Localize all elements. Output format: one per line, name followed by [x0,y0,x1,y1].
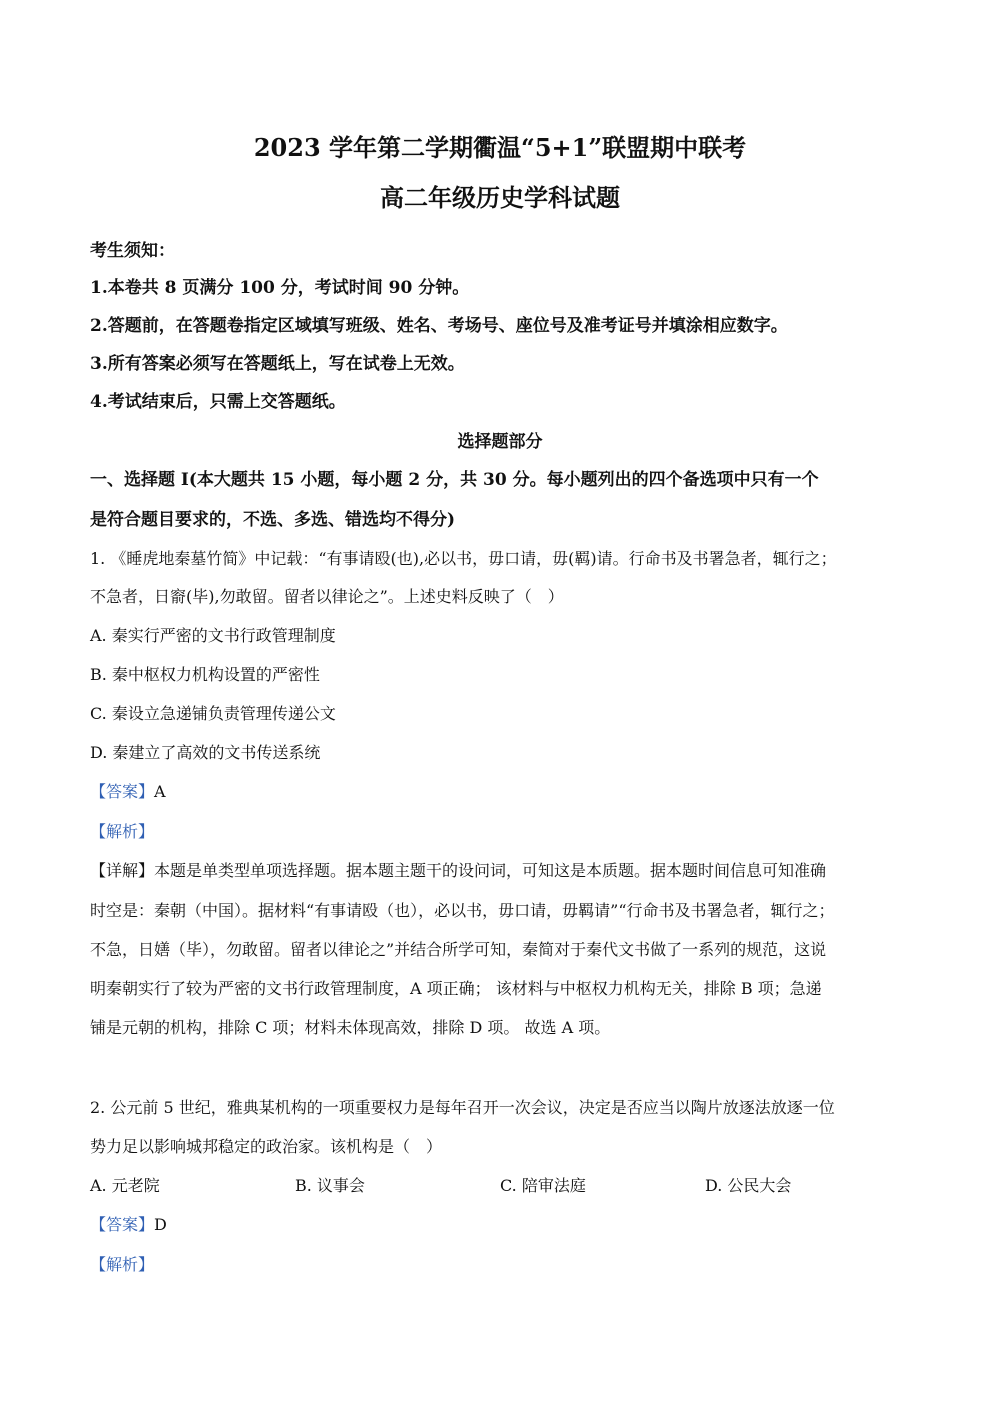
q1-detail-line: 时空是：秦朝（中国）。据材料“有事请殴（也），必以书，毋口请，毋羁请”“行命书及书署急者，辄行之； [90,901,835,920]
q1-option-b: B. 秦中枢权力机构设置的严密性 [90,665,320,684]
q2-option-b: B. 议事会 [295,1176,365,1195]
q2-stem-line: 势力足以影响城邦稳定的政治家。该机构是（ ） [90,1137,443,1156]
q2-option-d: D. 公民大会 [705,1176,792,1195]
detail-tag: 【详解】 [90,861,155,880]
q2-option-c: C. 陪审法庭 [500,1176,586,1195]
q1-option-a: A. 秦实行严密的文书行政管理制度 [90,626,336,645]
section-title: 选择题部分 [457,432,543,452]
notice-item: 2.答题前，在答题卷指定区域填写班级、姓名、考场号、座位号及准考证号并填涂相应数字。 [90,316,788,336]
notice-item: 3.所有答案必须写在答题纸上，写在试卷上无效。 [90,354,465,374]
notice-heading: 考生须知： [90,241,175,261]
exam-subtitle: 高二年级历史学科试题 [380,183,620,212]
q1-detail-line: 不急，日嫸（毕），勿敢留。留者以律论之”并结合所学可知，秦简对于秦代文书做了一系列的规范，这说 [90,940,827,959]
q1-detail-line: 铺是元朝的机构，排除 C 项；材料未体现高效，排除 D 项。 故选 A 项。 [90,1018,611,1037]
q2-option-a: A. 元老院 [90,1176,160,1195]
q1-stem-line: 不急者，日窬(毕),勿敢留。留者以律论之”。上述史料反映了（ ） [90,587,564,606]
answer-tag: 【答案】 [90,1215,155,1234]
q1-detail-line [90,858,826,881]
q2-stem-line: 2. 公元前 5 世纪，雅典某机构的一项重要权力是每年召开一次会议，决定是否应当以陶片放逐法放逐一位 [90,1098,835,1117]
answer-tag: 【答案】 [90,782,155,801]
part-title-line: 一、选择题 I(本大题共 15 小题，每小题 2 分，共 30 分。每小题列出的四个备选项中只有一个 [90,470,819,490]
q1-detail-line: 明秦朝实行了较为严密的文书行政管理制度，A 项正确； 该材料与中枢权力机构无关，排除 B 项；急递 [90,979,822,998]
q1-stem-line: 1. 《睡虎地秦墓竹简》中记载：“有事请殴(也),必以书，毋口请，毋(羁)请。行命书及书署急者，辄行之； [90,549,837,568]
notice-item: 1.本卷共 8 页满分 100 分，考试时间 90 分钟。 [90,278,470,298]
q1-option-c: C. 秦设立急递铺负责管理传递公文 [90,704,336,723]
q1-answer [90,779,166,802]
answer-value: D [154,1215,167,1234]
notice-item: 4.考试结束后，只需上交答题纸。 [90,392,346,412]
analysis-tag: 【解析】 [90,822,155,841]
detail-text: 本题是单类型单项选择题。据本题主题干的设问词，可知这是本质题。据本题时间信息可知准确 [154,861,827,880]
q1-option-d: D. 秦建立了高效的文书传送系统 [90,743,321,762]
analysis-tag: 【解析】 [90,1255,155,1274]
answer-value: A [154,782,166,801]
exam-title: 2023 学年第二学期衢温“5+1”联盟期中联考 [253,133,747,162]
part-title-line: 是符合题目要求的，不选、多选、错选均不得分) [90,510,456,530]
q2-answer [90,1212,167,1235]
q2-analysis [90,1252,154,1275]
q1-analysis [90,819,154,842]
